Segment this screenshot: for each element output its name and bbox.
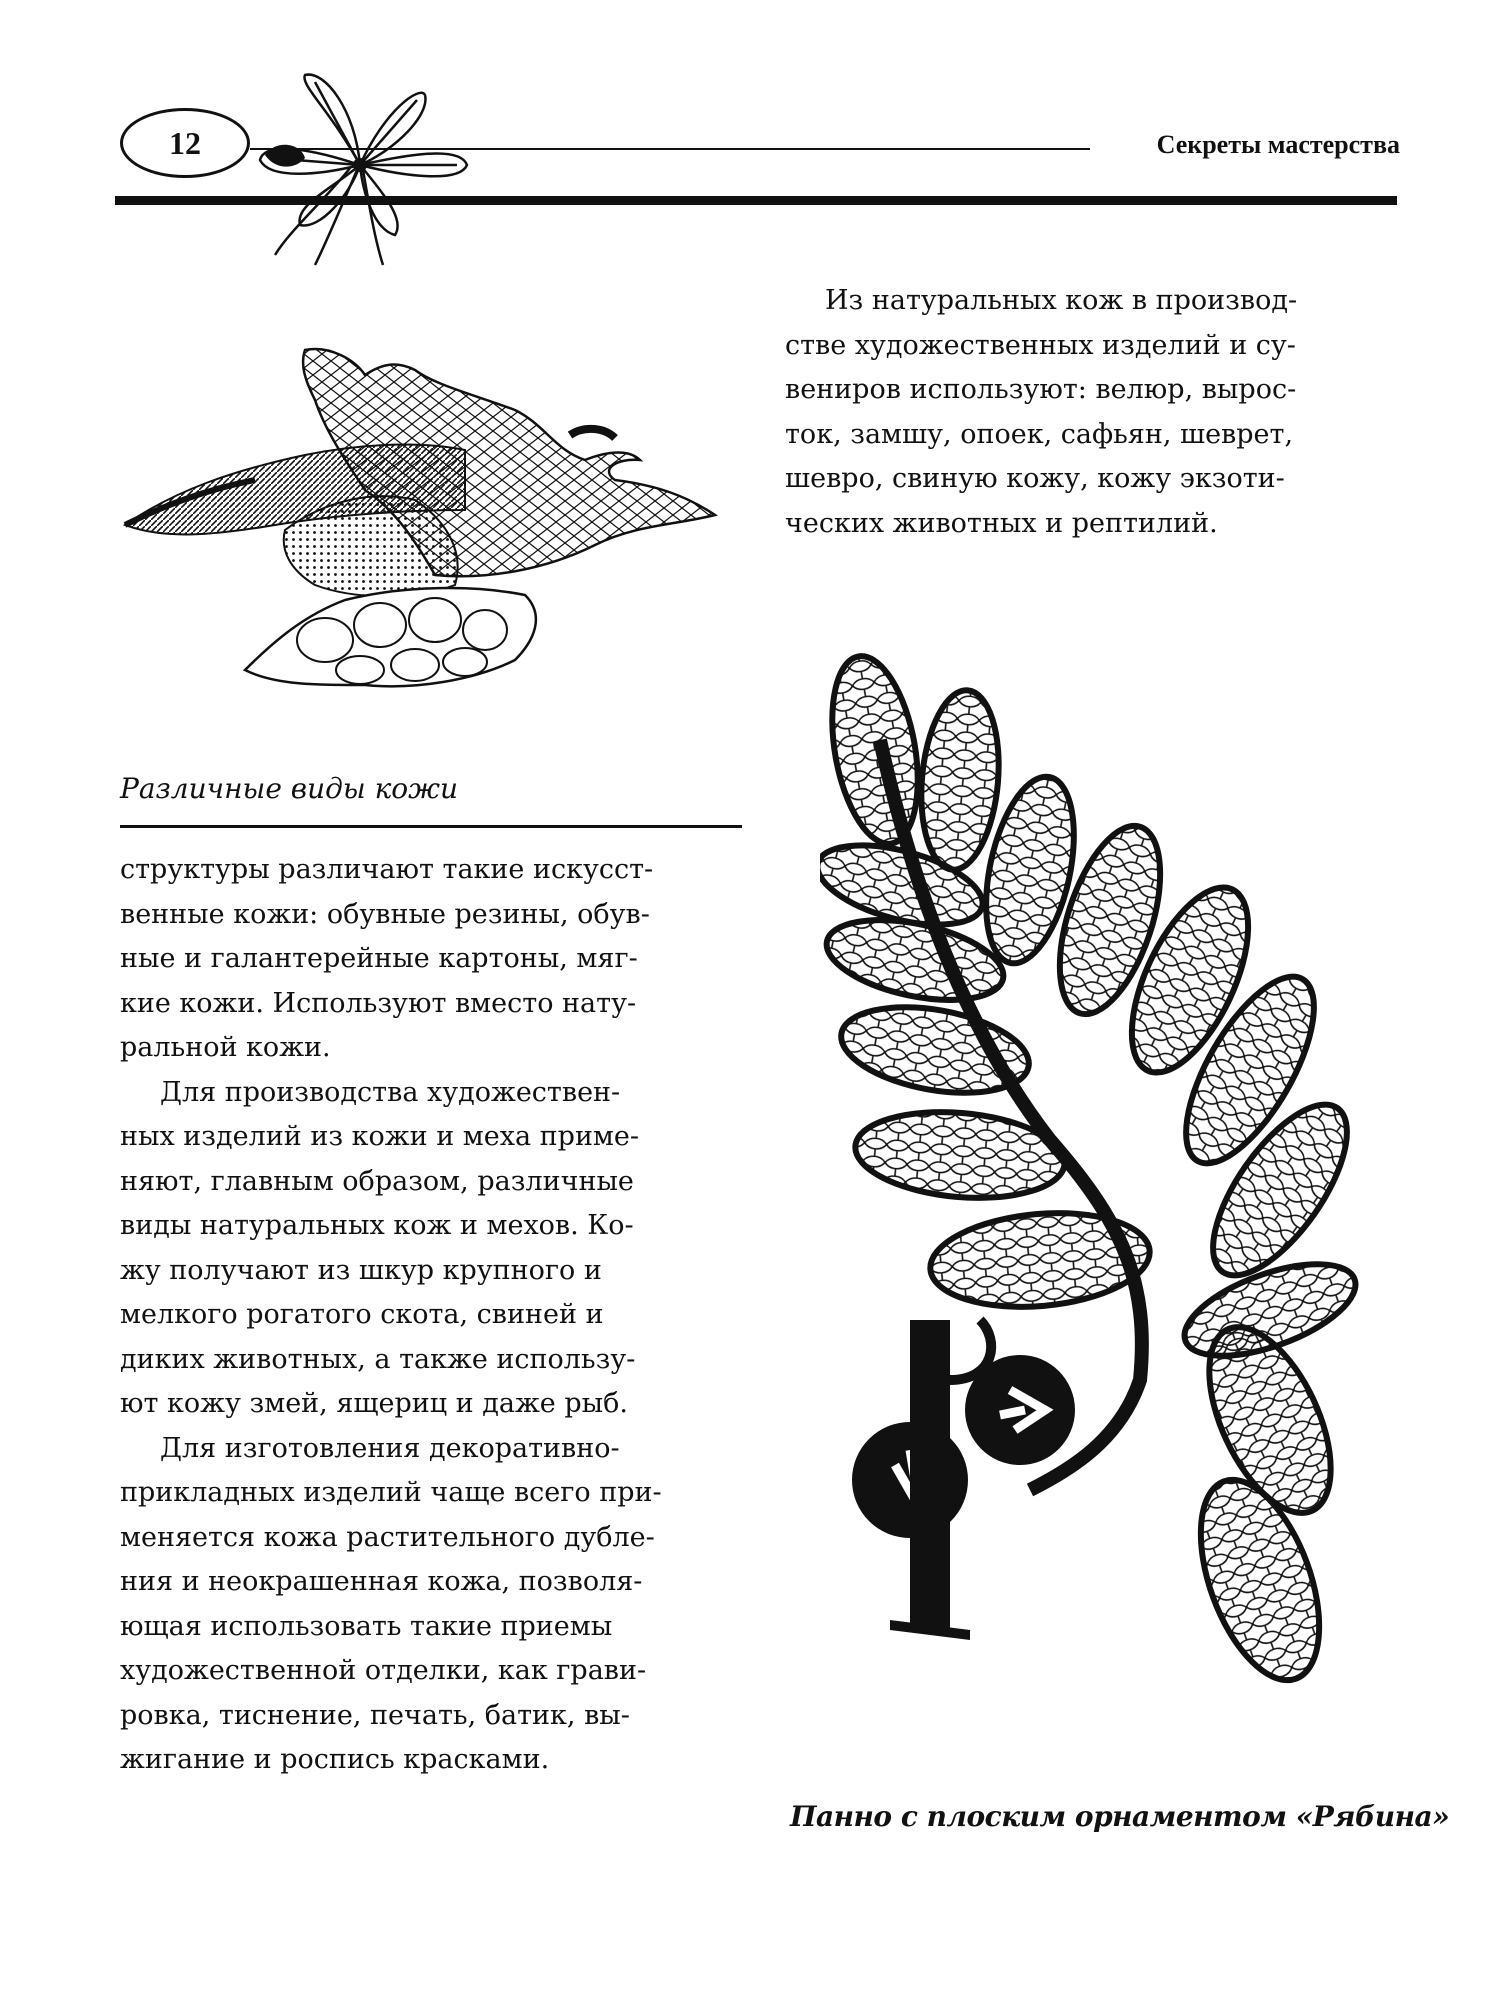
leather-types-illustration — [115, 340, 725, 720]
text-line: ток, замшу, опоек, сафьян, шеврет, — [785, 418, 1294, 450]
text-line: ческих животных и рептилий. — [785, 507, 1218, 539]
text-line: Для производства художествен- — [160, 1076, 621, 1108]
text-line: кие кожи. Используют вместо нату- — [120, 987, 637, 1019]
intro-paragraph — [785, 279, 1405, 546]
rowan-panel-caption: Панно с плоским орнаментом «Рябина» — [790, 1800, 1450, 1833]
text-line: жигание и роспись красками. — [120, 1744, 550, 1775]
body-paragraph-2 — [120, 1071, 745, 1427]
text-line: ровка, тиснение, печать, батик, вы- — [120, 1699, 630, 1731]
text-line: стве художественных изделий и су- — [785, 329, 1296, 361]
text-line: ющая использовать такие приемы — [120, 1610, 613, 1642]
body-paragraph-1 — [120, 848, 745, 1071]
text-line: ральной кожи. — [120, 1032, 331, 1063]
caption-rule — [120, 825, 742, 828]
text-line: художественной отделки, как грави- — [120, 1655, 647, 1686]
leather-figure-caption: Различные виды кожи — [120, 772, 459, 805]
text-line: структуры различают такие искусст- — [120, 854, 654, 885]
body-paragraph-3 — [120, 1427, 745, 1783]
text-line: Из натуральных кож в производ- — [825, 285, 1298, 316]
text-line: ния и неокрашенная кожа, позволя- — [120, 1566, 643, 1597]
text-line: ные и галантерейные картоны, мяг- — [120, 943, 638, 974]
text-line: жу получают из шкур крупного и — [120, 1254, 602, 1286]
bow-ornament-icon — [245, 70, 475, 270]
text-line: ных изделий из кожи и меха приме- — [120, 1121, 640, 1152]
text-line: венные кожи: обувные резины, обув- — [120, 898, 650, 930]
text-line: мелкого рогатого скота, свиней и — [120, 1299, 604, 1330]
text-line: диких животных, а также использу- — [120, 1343, 636, 1375]
body-text-column — [120, 848, 745, 1783]
page-number: 12 — [169, 124, 201, 161]
text-line: виды натуральных кож и мехов. Ко- — [120, 1210, 634, 1241]
text-line: Для изготовления декоративно- — [160, 1432, 620, 1464]
text-line: няют, главным образом, различные — [120, 1165, 634, 1197]
rowan-panel-illustration — [820, 620, 1400, 1770]
running-title: Секреты мастерства — [1156, 130, 1400, 159]
text-line: ют кожу змей, ящериц и даже рыб. — [120, 1388, 628, 1419]
page-number-badge — [120, 108, 250, 178]
text-line: шевро, свиную кожу, кожу экзоти- — [785, 463, 1285, 494]
text-line: прикладных изделий чаще всего при- — [120, 1477, 662, 1508]
text-line: меняется кожа растительного дубле- — [120, 1521, 655, 1553]
text-line: вениров используют: велюр, вырос- — [785, 374, 1297, 405]
